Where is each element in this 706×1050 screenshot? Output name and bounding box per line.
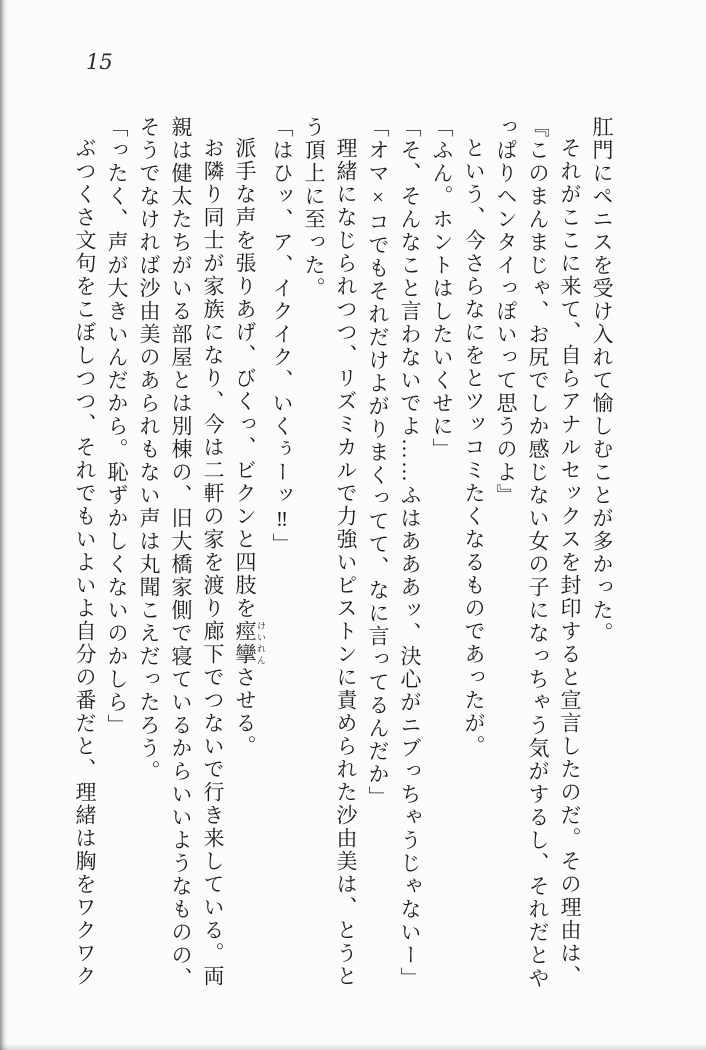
- scan-edge-left: [0, 0, 8, 1050]
- text-line: ぶつくさ文句をこぼしつつ、それでもいよいよ自分の番だと、理緒は胸をワクワク: [73, 137, 97, 988]
- text-line: 派手な声を張りあげ、びくっ、ビクンと四肢を痙攣 けいれんさせる。: [233, 137, 266, 758]
- text-line: 「ふん。ホントはしたいくせに」: [430, 116, 454, 461]
- text-line: 親は健太たちがいる部屋とは別棟の、旧大橋家側で寝ているからいいようなものの、: [169, 116, 193, 990]
- text-line: 「はひッ、ア、イクイク、いくぅーッ‼」: [270, 116, 294, 556]
- text-line: 理緒になじられつつ、リズミカルで力強いピストンに責められた沙由美は、とうと: [334, 137, 358, 988]
- scan-edge-bottom: [0, 1044, 706, 1050]
- text-line: という、今さらなにをとツッコミたくなるものであったが。: [462, 137, 486, 758]
- text-line: 「そ、そんなこと言わないでよ……ふはあああッ、決心がニブっちゃうじゃないー」: [398, 116, 422, 990]
- text-line: 「ったく、声が大きいんだから。恥ずかしくないのかしら」: [105, 116, 129, 737]
- page-number: 15: [86, 50, 113, 74]
- text-line: そうでなければ沙由美のあられもない声は丸聞こえだったろう。: [137, 116, 161, 783]
- text-line: 肛門にペニスを受け入れて愉しむことが多かった。: [590, 116, 614, 645]
- text-line: う頂上に至った。: [302, 116, 326, 300]
- text-line: 『このまんまじゃ、お尻でしか感じない女の子になっちゃう気がするし、それだとや: [526, 116, 550, 990]
- text-line: 「オマ×コでもそれだけよがりまくってて、なに言ってるんだか」: [366, 116, 390, 809]
- text-line: お隣り同士が家族になり、今は二軒の家を渡り廊下でつないで行き来している。両: [201, 137, 225, 988]
- text-block: [69, 116, 618, 1002]
- text-line: それがここに来て、自らアナルセックスを封印すると宣言したのだ。その理由は、: [558, 137, 582, 988]
- text-line: っぱりヘンタイっぽいって思うのよ』: [494, 116, 518, 507]
